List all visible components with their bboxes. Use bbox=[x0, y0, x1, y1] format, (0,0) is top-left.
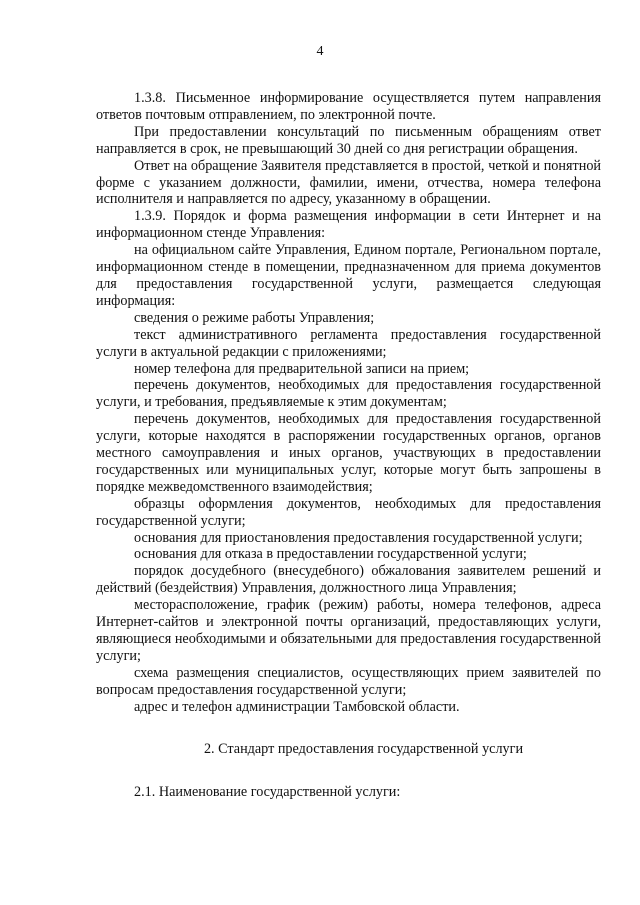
page-number: 4 bbox=[316, 44, 324, 59]
paragraph: При предоставлении консультаций по письменным обращениям ответ направляется в срок, не превышающий 30 дней со дня регистрации обращения. bbox=[96, 123, 601, 157]
list-item: образцы оформления документов, необходимых для предоставления государственной услуги; bbox=[96, 495, 601, 529]
list-item: основания для отказа в предоставлении государственной услуги; bbox=[134, 546, 527, 563]
paragraph: 1.3.8. Письменное информирование осуществляется путем направления ответов почтовым отправлением, по электронной почте. bbox=[96, 90, 601, 123]
paragraph: на официальном сайте Управления, Едином портале, Региональном портале, информационном стенде в помещении, предназначенном для приема документов для предоставления государственной услуги, размещается следующая информация: bbox=[96, 242, 601, 309]
list-item: порядок досудебного (внесудебного) обжалования заявителем решений и действий (бездействия) Управления, должностного лица Управления; bbox=[96, 563, 601, 597]
list-item: номер телефона для предварительной записи на прием; bbox=[134, 360, 470, 377]
list-item: схема размещения специалистов, осуществляющих прием заявителей по вопросам предоставления государственной услуги; bbox=[96, 664, 601, 698]
list-item: адрес и телефон администрации Тамбовской области. bbox=[134, 698, 460, 715]
list-item: перечень документов, необходимых для предоставления государственной услуги, и требования, предъявляемые к этим документам; bbox=[96, 377, 601, 411]
list-item: перечень документов, необходимых для предоставления государственной услуги, которые находятся в распоряжении государственных органов, органов местного самоуправления и иных органов, участвующих в предоставлении государственных или муниципальных услуг, которые могут быть запрошены в порядке межведомственного взаимодействия; bbox=[96, 411, 601, 495]
list-item: текст административного регламента предоставления государственной услуги в актуальной редакции с приложениями; bbox=[96, 326, 601, 360]
subsection-heading: 2.1. Наименование государственной услуги: bbox=[134, 784, 401, 801]
paragraph: 1.3.9. Порядок и форма размещения информации в сети Интернет и на информационном стенде Управления: bbox=[96, 208, 601, 242]
list-item: сведения о режиме работы Управления; bbox=[134, 309, 375, 326]
list-item: основания для приостановления предоставления государственной услуги; bbox=[134, 529, 583, 546]
paragraph: Ответ на обращение Заявителя представляется в простой, четкой и понятной форме с указанием должности, фамилии, имени, отчества, номера телефона исполнителя и направляется по адресу, указанному в обращении. bbox=[96, 157, 601, 208]
document-body bbox=[96, 90, 601, 801]
section-heading: 2. Стандарт предоставления государственной услуги bbox=[203, 740, 524, 757]
list-item: месторасположение, график (режим) работы, номера телефонов, адреса Интернет-сайтов и электронной почты организаций, предоставляющих услуги, являющиеся необходимыми и обязательными для предоставления государственной услуги; bbox=[96, 597, 601, 664]
